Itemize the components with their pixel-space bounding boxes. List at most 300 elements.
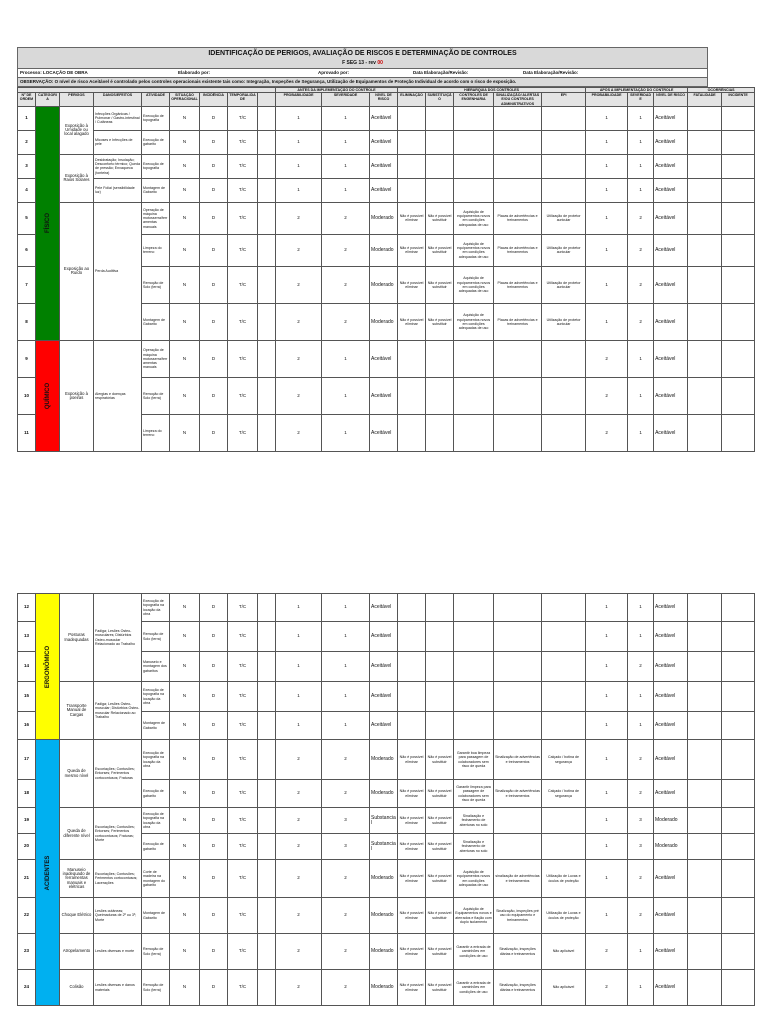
probability-cell: 2 xyxy=(276,780,322,808)
empty-cell xyxy=(258,266,276,303)
temporality-cell: T/C xyxy=(228,594,258,622)
activity-cell: Operação de máquina motosserra/ferramentas manuais xyxy=(142,340,170,377)
temporality-cell: T/C xyxy=(228,780,258,808)
risk-level-cell: Moderado xyxy=(370,266,398,303)
risk-level-cell: Moderado xyxy=(370,234,398,266)
situation-cell: N xyxy=(170,834,200,860)
damage-cell: Lesões diversas e danos materiais xyxy=(94,970,142,1006)
temporality-cell: T/C xyxy=(228,970,258,1006)
order-number: 17 xyxy=(18,740,36,780)
substitution-cell xyxy=(426,594,454,622)
severity-after-cell: 1 xyxy=(628,970,654,1006)
severity-cell: 1 xyxy=(322,377,370,414)
substitution-cell: Não é possível substituir xyxy=(426,934,454,970)
epi-cell xyxy=(542,712,586,740)
temporality-cell: T/C xyxy=(228,340,258,377)
empty-cell xyxy=(688,652,722,682)
header-severity2: SEVERIDADE xyxy=(628,93,654,107)
risk-level-cell: Aceitável xyxy=(370,377,398,414)
order-number: 23 xyxy=(18,934,36,970)
severity-cell: 1 xyxy=(322,340,370,377)
situation-cell: N xyxy=(170,414,200,451)
signaling-cell xyxy=(494,652,542,682)
empty-cell xyxy=(722,780,755,808)
situation-cell: N xyxy=(170,682,200,712)
elimination-cell: Não é possível eliminar xyxy=(398,834,426,860)
order-number: 7 xyxy=(18,266,36,303)
probability-after-cell: 1 xyxy=(586,712,628,740)
incidence-cell: D xyxy=(200,934,228,970)
activity-cell: Limpeza do terreno xyxy=(142,414,170,451)
signaling-cell xyxy=(494,130,542,154)
engineering-cell: Aquisição de equipamentos novos em condições adequadas de uso xyxy=(454,234,494,266)
engineering-cell: Sinalização e fechamento de aberturas no solo xyxy=(454,808,494,834)
risk-level-cell: Moderado xyxy=(370,898,398,934)
situation-cell: N xyxy=(170,202,200,234)
activity-cell: Execução de gabarito xyxy=(142,780,170,808)
empty-cell xyxy=(688,377,722,414)
severity-cell: 2 xyxy=(322,740,370,780)
situation-cell: N xyxy=(170,594,200,622)
probability-cell: 2 xyxy=(276,740,322,780)
activity-cell: Montagem de Gabarito xyxy=(142,898,170,934)
substitution-cell xyxy=(426,130,454,154)
empty-cell xyxy=(688,266,722,303)
table-row xyxy=(18,682,755,712)
situation-cell: N xyxy=(170,740,200,780)
substitution-cell xyxy=(426,652,454,682)
order-number: 19 xyxy=(18,808,36,834)
probability-after-cell: 1 xyxy=(586,898,628,934)
order-number: 12 xyxy=(18,594,36,622)
table-row xyxy=(18,594,755,622)
order-number: 15 xyxy=(18,682,36,712)
empty-cell xyxy=(722,834,755,860)
empty-cell xyxy=(722,303,755,340)
temporality-cell: T/C xyxy=(228,860,258,898)
signaling-cell: Placas de advertências e treinamentos xyxy=(494,234,542,266)
severity-cell: 2 xyxy=(322,266,370,303)
order-number: 6 xyxy=(18,234,36,266)
table-row xyxy=(18,340,755,377)
engineering-cell xyxy=(454,622,494,652)
probability-after-cell: 2 xyxy=(586,970,628,1006)
probability-cell: 2 xyxy=(276,202,322,234)
risk-level-after-cell: Aceitável xyxy=(654,340,688,377)
order-number: 13 xyxy=(18,622,36,652)
risk-level-after-cell: Aceitável xyxy=(654,970,688,1006)
order-number: 2 xyxy=(18,130,36,154)
probability-cell: 1 xyxy=(276,130,322,154)
empty-cell xyxy=(688,898,722,934)
elimination-cell: Não é possível eliminar xyxy=(398,934,426,970)
engineering-cell xyxy=(454,178,494,202)
temporality-cell: T/C xyxy=(228,622,258,652)
probability-after-cell: 1 xyxy=(586,652,628,682)
engineering-cell: Sinalização e fechamento de aberturas no solo xyxy=(454,834,494,860)
temporality-cell: T/C xyxy=(228,652,258,682)
engineering-cell: Aquisição de equipamentos novos em condições adequadas de uso xyxy=(454,303,494,340)
probability-after-cell: 2 xyxy=(586,414,628,451)
empty-cell xyxy=(258,414,276,451)
risk-level-cell: Aceitável xyxy=(370,178,398,202)
header-blank xyxy=(258,93,276,107)
empty-cell xyxy=(258,934,276,970)
signaling-cell xyxy=(494,808,542,834)
epi-cell: Utilização de protetor auricular xyxy=(542,303,586,340)
risk-level-cell: Aceitável xyxy=(370,594,398,622)
table-row xyxy=(18,934,755,970)
risk-level-after-cell: Aceitável xyxy=(654,303,688,340)
severity-after-cell: 3 xyxy=(628,808,654,834)
empty-cell xyxy=(722,970,755,1006)
risk-level-cell: Aceitável xyxy=(370,130,398,154)
probability-cell: 2 xyxy=(276,808,322,834)
order-number: 3 xyxy=(18,154,36,178)
severity-after-cell: 2 xyxy=(628,898,654,934)
signaling-cell xyxy=(494,414,542,451)
severity-cell: 2 xyxy=(322,202,370,234)
engineering-cell xyxy=(454,154,494,178)
situation-cell: N xyxy=(170,780,200,808)
hazard-cell: Exposição à Umidade ou local alagado xyxy=(60,106,94,154)
empty-cell xyxy=(722,622,755,652)
probability-cell: 2 xyxy=(276,234,322,266)
header-signaling: SINALIZAÇÃO/ ALERTAS E/OU CONTROLES ADMINISTRATIVOS xyxy=(494,93,542,107)
empty-cell xyxy=(722,712,755,740)
document-title-bar xyxy=(17,47,708,69)
empty-cell xyxy=(258,130,276,154)
epi-cell xyxy=(542,682,586,712)
activity-cell: Montagem de Gabarito xyxy=(142,712,170,740)
substitution-cell xyxy=(426,178,454,202)
temporality-cell: T/C xyxy=(228,377,258,414)
elimination-cell: Não é possível eliminar xyxy=(398,808,426,834)
substitution-cell: Não é possível substituir xyxy=(426,860,454,898)
signaling-cell: Sinalização, inspeções pré uso do equipamento e treinamentos xyxy=(494,898,542,934)
severity-after-cell: 2 xyxy=(628,780,654,808)
order-number: 9 xyxy=(18,340,36,377)
order-number: 11 xyxy=(18,414,36,451)
severity-cell: 1 xyxy=(322,106,370,130)
probability-cell: 1 xyxy=(276,652,322,682)
signaling-cell: Placas de advertências e treinamentos xyxy=(494,266,542,303)
engineering-cell xyxy=(454,682,494,712)
table-row xyxy=(18,178,755,202)
empty-cell xyxy=(722,934,755,970)
risk-level-after-cell: Aceitável xyxy=(654,130,688,154)
severity-after-cell: 2 xyxy=(628,860,654,898)
observation-line: OBSERVAÇÃO: O nível de risco Aceitável é controlado pelos controles operacionais existente tais como: Integração, Inspeções de Segurança, Utilização de Equipamentos de Proteção Individual de acordo com o risco de exposição. xyxy=(17,78,708,87)
engineering-cell xyxy=(454,652,494,682)
substitution-cell: Não é possível substituir xyxy=(426,266,454,303)
risk-level-cell: Aceitável xyxy=(370,414,398,451)
probability-cell: 2 xyxy=(276,970,322,1006)
prep-date-label: Data Elaboração/Revisão: xyxy=(413,70,469,75)
hazard-cell: Posturas Inadequadas xyxy=(60,594,94,682)
probability-cell: 2 xyxy=(276,266,322,303)
header-epi: EPI xyxy=(542,93,586,107)
severity-after-cell: 1 xyxy=(628,154,654,178)
empty-cell xyxy=(688,130,722,154)
risk-level-cell: Aceitável xyxy=(370,682,398,712)
header-group-occurrences: OCORRÊNCIAS xyxy=(688,88,755,93)
incidence-cell: D xyxy=(200,898,228,934)
risk-level-after-cell: Aceitável xyxy=(654,154,688,178)
epi-cell xyxy=(542,340,586,377)
empty-cell xyxy=(722,106,755,130)
hazard-cell: Exposição ao Ruído xyxy=(60,202,94,340)
probability-after-cell: 2 xyxy=(586,340,628,377)
order-number: 1 xyxy=(18,106,36,130)
epi-cell xyxy=(542,106,586,130)
empty-cell xyxy=(258,377,276,414)
severity-cell: 1 xyxy=(322,414,370,451)
elimination-cell xyxy=(398,712,426,740)
signaling-cell xyxy=(494,178,542,202)
empty-cell xyxy=(688,202,722,234)
substitution-cell xyxy=(426,712,454,740)
incidence-cell: D xyxy=(200,266,228,303)
probability-after-cell: 1 xyxy=(586,266,628,303)
elimination-cell: Não é possível eliminar xyxy=(398,303,426,340)
empty-cell xyxy=(688,780,722,808)
severity-cell: 2 xyxy=(322,303,370,340)
incidence-cell: D xyxy=(200,202,228,234)
risk-level-after-cell: Aceitável xyxy=(654,860,688,898)
order-number: 24 xyxy=(18,970,36,1006)
header-fatality: FATALIDADE xyxy=(688,93,722,107)
hazard-cell: Manuseio inadequado de ferramentas manuais e elétricas xyxy=(60,860,94,898)
situation-cell: N xyxy=(170,652,200,682)
risk-level-cell: Aceitável xyxy=(370,712,398,740)
severity-after-cell: 1 xyxy=(628,934,654,970)
empty-cell xyxy=(688,860,722,898)
header-category: CATEGORIA xyxy=(36,93,60,107)
order-number: 8 xyxy=(18,303,36,340)
probability-after-cell: 1 xyxy=(586,202,628,234)
severity-cell: 2 xyxy=(322,234,370,266)
epi-cell xyxy=(542,622,586,652)
incidence-cell: D xyxy=(200,780,228,808)
severity-after-cell: 2 xyxy=(628,652,654,682)
severity-cell: 2 xyxy=(322,860,370,898)
incidence-cell: D xyxy=(200,154,228,178)
severity-cell: 2 xyxy=(322,970,370,1006)
empty-cell xyxy=(258,808,276,834)
probability-cell: 2 xyxy=(276,934,322,970)
table-row xyxy=(18,860,755,898)
severity-after-cell: 1 xyxy=(628,377,654,414)
incidence-cell: D xyxy=(200,682,228,712)
damage-cell: Escoriações; Contusões; Ferimentos cortocontusos; Lacerações xyxy=(94,860,142,898)
category-cell xyxy=(36,340,60,451)
signaling-cell: Sinalização de advertências e treinamentos xyxy=(494,780,542,808)
empty-cell xyxy=(688,234,722,266)
empty-cell xyxy=(258,834,276,860)
epi-cell xyxy=(542,154,586,178)
incidence-cell: D xyxy=(200,712,228,740)
order-number: 5 xyxy=(18,202,36,234)
probability-cell: 2 xyxy=(276,898,322,934)
empty-cell xyxy=(258,178,276,202)
situation-cell: N xyxy=(170,178,200,202)
risk-level-cell: Moderado xyxy=(370,202,398,234)
signaling-cell: Placas de advertências e treinamentos xyxy=(494,202,542,234)
substitution-cell xyxy=(426,622,454,652)
empty-cell xyxy=(722,234,755,266)
temporality-cell: T/C xyxy=(228,934,258,970)
elimination-cell: Não é possível eliminar xyxy=(398,860,426,898)
temporality-cell: T/C xyxy=(228,234,258,266)
probability-after-cell: 1 xyxy=(586,682,628,712)
risk-level-cell: Moderado xyxy=(370,740,398,780)
temporality-cell: T/C xyxy=(228,834,258,860)
severity-after-cell: 2 xyxy=(628,202,654,234)
damage-cell: Fadiga; Lesões Osteo-musculares; Distúrbios Osteo-muscular Relacionado ao Trabalho xyxy=(94,594,142,682)
category-label: FÍSICO xyxy=(44,213,51,234)
severity-after-cell: 1 xyxy=(628,414,654,451)
order-number: 21 xyxy=(18,860,36,898)
incidence-cell: D xyxy=(200,740,228,780)
activity-cell: Manuseio e montagem dos gabaritos xyxy=(142,652,170,682)
empty-cell xyxy=(722,154,755,178)
elimination-cell: Não é possível eliminar xyxy=(398,898,426,934)
empty-cell xyxy=(688,414,722,451)
severity-cell: 1 xyxy=(322,594,370,622)
empty-cell xyxy=(258,970,276,1006)
table-row xyxy=(18,970,755,1006)
header-severity: SEVERIDADE xyxy=(322,93,370,107)
engineering-cell: Aquisição de equipamentos novos em condições adequadas de uso xyxy=(454,266,494,303)
severity-after-cell: 1 xyxy=(628,178,654,202)
empty-cell xyxy=(258,303,276,340)
approved-by-label: Aprovado por: xyxy=(318,70,349,75)
signaling-cell xyxy=(494,712,542,740)
empty-cell xyxy=(722,202,755,234)
activity-cell: Remoção de Solo (terra) xyxy=(142,266,170,303)
severity-after-cell: 2 xyxy=(628,234,654,266)
severity-cell: 3 xyxy=(322,834,370,860)
table-row xyxy=(18,154,755,178)
epi-cell: Calçado / botina de segurança xyxy=(542,740,586,780)
elimination-cell: Não é possível eliminar xyxy=(398,266,426,303)
epi-cell: Não aplicável xyxy=(542,970,586,1006)
empty-cell xyxy=(688,303,722,340)
order-number: 4 xyxy=(18,178,36,202)
empty-cell xyxy=(722,808,755,834)
empty-cell xyxy=(258,712,276,740)
category-label: ERGONÔMICO xyxy=(44,645,51,688)
table-row xyxy=(18,898,755,934)
signaling-cell: Sinalização de advertências e treinamentos xyxy=(494,740,542,780)
engineering-cell xyxy=(454,130,494,154)
empty-cell xyxy=(258,340,276,377)
temporality-cell: T/C xyxy=(228,266,258,303)
severity-after-cell: 1 xyxy=(628,594,654,622)
empty-cell xyxy=(722,377,755,414)
severity-after-cell: 1 xyxy=(628,130,654,154)
probability-after-cell: 2 xyxy=(586,377,628,414)
situation-cell: N xyxy=(170,154,200,178)
severity-cell: 1 xyxy=(322,622,370,652)
prepared-by-label: Elaborado por: xyxy=(178,70,211,75)
empty-cell xyxy=(258,860,276,898)
probability-cell: 2 xyxy=(276,834,322,860)
elimination-cell: Não é possível eliminar xyxy=(398,740,426,780)
risk-level-after-cell: Aceitável xyxy=(654,682,688,712)
situation-cell: N xyxy=(170,808,200,834)
severity-cell: 1 xyxy=(322,130,370,154)
risk-level-after-cell: Aceitável xyxy=(654,266,688,303)
elimination-cell: Não é possível eliminar xyxy=(398,234,426,266)
risk-level-after-cell: Aceitável xyxy=(654,106,688,130)
header-incident: INCIDENTE xyxy=(722,93,755,107)
damage-cell: Pele Foliai (sensibilidade luz) xyxy=(94,178,142,202)
incidence-cell: D xyxy=(200,340,228,377)
probability-cell: 2 xyxy=(276,340,322,377)
substitution-cell: Não é possível substituir xyxy=(426,303,454,340)
risk-level-after-cell: Moderado xyxy=(654,834,688,860)
temporality-cell: T/C xyxy=(228,808,258,834)
risk-level-after-cell: Aceitável xyxy=(654,622,688,652)
risk-table-page-1 xyxy=(17,87,755,452)
risk-level-cell: Aceitável xyxy=(370,652,398,682)
situation-cell: N xyxy=(170,266,200,303)
risk-level-cell: Moderado xyxy=(370,860,398,898)
header-group-hierarchy: HIERARQUIA DOS CONTROLES xyxy=(398,88,586,93)
risk-level-after-cell: Aceitável xyxy=(654,712,688,740)
probability-after-cell: 1 xyxy=(586,622,628,652)
document-title: IDENTIFICAÇÃO DE PERIGOS, AVALIAÇÃO DE RISCOS E DETERMINAÇÃO DE CONTROLES xyxy=(208,50,517,57)
epi-cell xyxy=(542,377,586,414)
situation-cell: N xyxy=(170,712,200,740)
empty-cell xyxy=(688,808,722,834)
situation-cell: N xyxy=(170,622,200,652)
elimination-cell xyxy=(398,594,426,622)
header-hazard: PERIGOS xyxy=(60,93,94,107)
damage-cell: Lesões cutâneas; Queimaduras de 2º ou 3º; Morte xyxy=(94,898,142,934)
probability-cell: 1 xyxy=(276,154,322,178)
incidence-cell: D xyxy=(200,234,228,266)
hazard-cell: Transporte Manual de Cargas xyxy=(60,682,94,740)
epi-cell xyxy=(542,178,586,202)
empty-cell xyxy=(722,898,755,934)
order-number: 22 xyxy=(18,898,36,934)
epi-cell xyxy=(542,834,586,860)
empty-cell xyxy=(688,712,722,740)
risk-level-after-cell: Aceitável xyxy=(654,740,688,780)
category-label: QUÍMICO xyxy=(44,382,51,409)
signaling-cell xyxy=(494,594,542,622)
signaling-cell: Sinalização, inspeções diárias e treinamentos xyxy=(494,934,542,970)
risk-level-cell: Aceitável xyxy=(370,622,398,652)
risk-level-cell: Aceitável xyxy=(370,154,398,178)
elimination-cell xyxy=(398,130,426,154)
empty-cell xyxy=(688,340,722,377)
probability-cell: 2 xyxy=(276,377,322,414)
order-number: 18 xyxy=(18,780,36,808)
temporality-cell: T/C xyxy=(228,682,258,712)
elimination-cell xyxy=(398,106,426,130)
header-situation: SITUAÇÃO OPERACIONAL xyxy=(170,93,200,107)
empty-cell xyxy=(258,234,276,266)
epi-cell xyxy=(542,130,586,154)
situation-cell: N xyxy=(170,303,200,340)
hazard-cell: Queda de diferente nível xyxy=(60,808,94,860)
damage-cell: Infecções Orgânicas / Pulmonar / Gastro-intestinal / Cutâneas xyxy=(94,106,142,130)
hazard-cell: Colisão xyxy=(60,970,94,1006)
